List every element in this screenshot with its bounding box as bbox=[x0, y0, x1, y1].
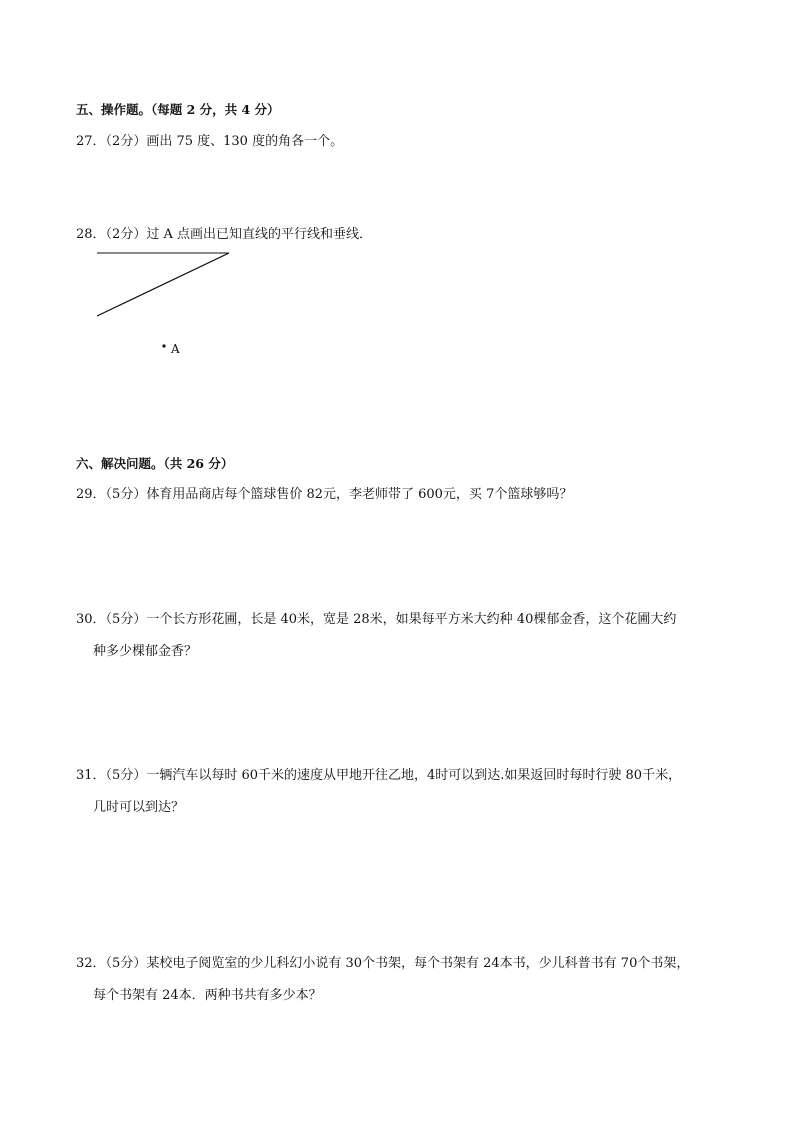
question-31-line2: 几时可以到达？ bbox=[93, 800, 185, 815]
point-a-dot bbox=[162, 344, 165, 347]
question-28: 28．（2分）过 A 点画出已知直线的平行线和垂线． bbox=[76, 227, 372, 242]
section5-heading: 五、操作题。（每题 2 分，共 4 分） bbox=[76, 102, 280, 117]
question-32-line1: 32．（5分）某校电子阅览室的少儿科幻小说有 30个书架，每个书架有 24本书，少儿科普书有 70个书架， bbox=[76, 956, 690, 971]
question-31-line1: 31．（5分）一辆汽车以每时 60千米的速度从甲地开往乙地，4时可以到达.如果返回时每时行驶 80千米， bbox=[76, 768, 682, 783]
section6-heading: 六、解决问题。（共 26 分） bbox=[76, 456, 234, 471]
question-29: 29．（5分）体育用品商店每个篮球售价 82元，李老师带了 600元，买 7个篮球够吗？ bbox=[76, 487, 573, 502]
given-line bbox=[97, 253, 229, 316]
point-a-label: A bbox=[171, 342, 180, 356]
question-27: 27．（2分）画出 75 度、130 度的角各一个。 bbox=[76, 134, 344, 149]
question-32-line2: 每个书架有 24本．两种书共有多少本？ bbox=[93, 988, 322, 1003]
question-30-line2: 种多少棵郁金香？ bbox=[93, 644, 198, 659]
question-30-line1: 30．（5分）一个长方形花圃，长是 40米，宽是 28米，如果每平方米大约种 40棵郁金香，这个花圃大约 bbox=[76, 612, 677, 627]
